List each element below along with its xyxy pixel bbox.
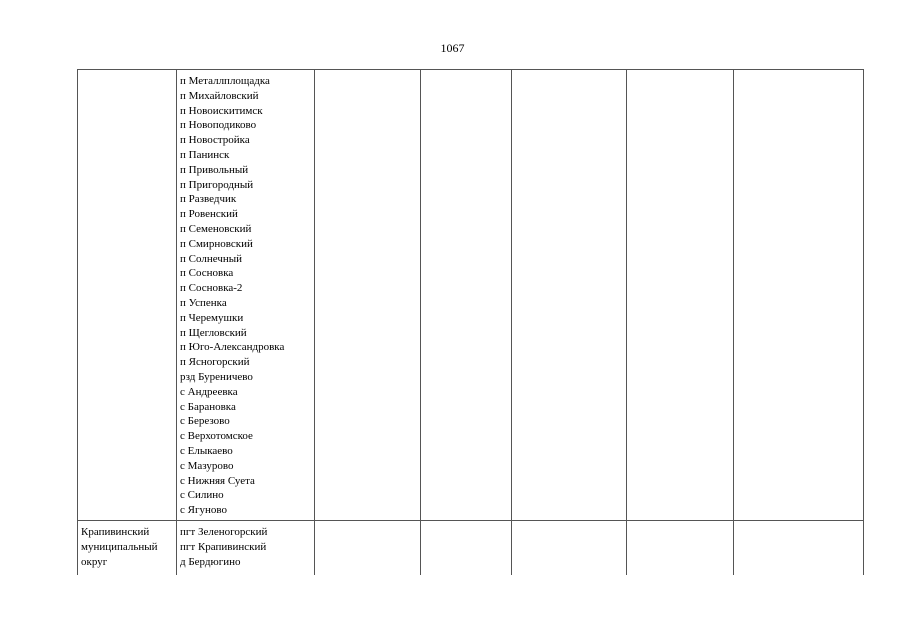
settlement-item: п Михайловский bbox=[180, 89, 259, 102]
settlement-item: п Панинск bbox=[180, 148, 230, 161]
settlement-item: п Сосновка bbox=[180, 267, 234, 280]
empty-cell bbox=[627, 521, 734, 576]
table-row bbox=[78, 521, 864, 576]
empty-cell bbox=[512, 70, 627, 521]
settlement-item: п Семеновский bbox=[180, 222, 252, 235]
settlement-item: рзд Бурeничево bbox=[180, 370, 253, 383]
settlement-item: с Силино bbox=[180, 489, 224, 502]
settlement-item: п Черемушки bbox=[180, 311, 244, 324]
settlement-item: п Новостройка bbox=[180, 134, 250, 147]
settlement-item: с Елыкаево bbox=[180, 444, 233, 457]
settlement-item: п Солнечный bbox=[180, 252, 243, 265]
empty-cell bbox=[627, 70, 734, 521]
settlement-item: п Пригородный bbox=[180, 178, 254, 191]
settlement-item: д Бердюгино bbox=[180, 555, 241, 568]
settlement-item: п Смирновский bbox=[180, 237, 253, 250]
district-name-line: Крапивинский bbox=[81, 526, 150, 538]
empty-cell bbox=[315, 521, 421, 576]
settlement-item: п Металлплощадка bbox=[180, 75, 270, 87]
settlements-cell bbox=[177, 521, 315, 576]
settlement-item: п Ровенский bbox=[180, 208, 238, 221]
settlement-item: пгт Зеленогорский bbox=[180, 526, 268, 538]
settlements-table bbox=[77, 69, 864, 575]
district-name-line: округ bbox=[81, 555, 108, 568]
settlement-item: п Разведчик bbox=[180, 193, 237, 206]
empty-cell bbox=[421, 521, 512, 576]
district-cell bbox=[78, 70, 177, 521]
settlement-item: с Березово bbox=[180, 415, 230, 428]
settlement-item: п Успенка bbox=[180, 296, 227, 309]
empty-cell bbox=[512, 521, 627, 576]
district-cell bbox=[78, 521, 177, 576]
settlement-item: п Щегловский bbox=[180, 326, 247, 339]
settlement-item: с Верхотомское bbox=[180, 430, 253, 443]
settlement-item: с Ягуново bbox=[180, 504, 227, 517]
settlement-item: п Привольный bbox=[180, 163, 249, 176]
settlement-item: с Андреевка bbox=[180, 385, 238, 398]
settlement-item: пгт Крапивинский bbox=[180, 540, 267, 553]
empty-cell bbox=[734, 521, 864, 576]
settlement-item: с Барановка bbox=[180, 400, 236, 413]
page-number: 1067 bbox=[440, 41, 465, 55]
settlement-item: п Новоподиково bbox=[180, 119, 257, 132]
settlement-item: п Ясногорский bbox=[180, 356, 250, 369]
table-row bbox=[78, 70, 864, 521]
settlement-item: п Новоискитимск bbox=[180, 104, 263, 117]
settlements-cell bbox=[177, 70, 315, 521]
settlement-item: п Сосновка-2 bbox=[180, 282, 243, 295]
empty-cell bbox=[734, 70, 864, 521]
settlement-item: с Мазурово bbox=[180, 459, 234, 472]
settlement-item: с Нижняя Суета bbox=[180, 474, 255, 487]
empty-cell bbox=[421, 70, 512, 521]
district-name-line: муниципальный bbox=[81, 540, 158, 553]
settlement-item: п Юго-Александровка bbox=[180, 341, 285, 354]
empty-cell bbox=[315, 70, 421, 521]
